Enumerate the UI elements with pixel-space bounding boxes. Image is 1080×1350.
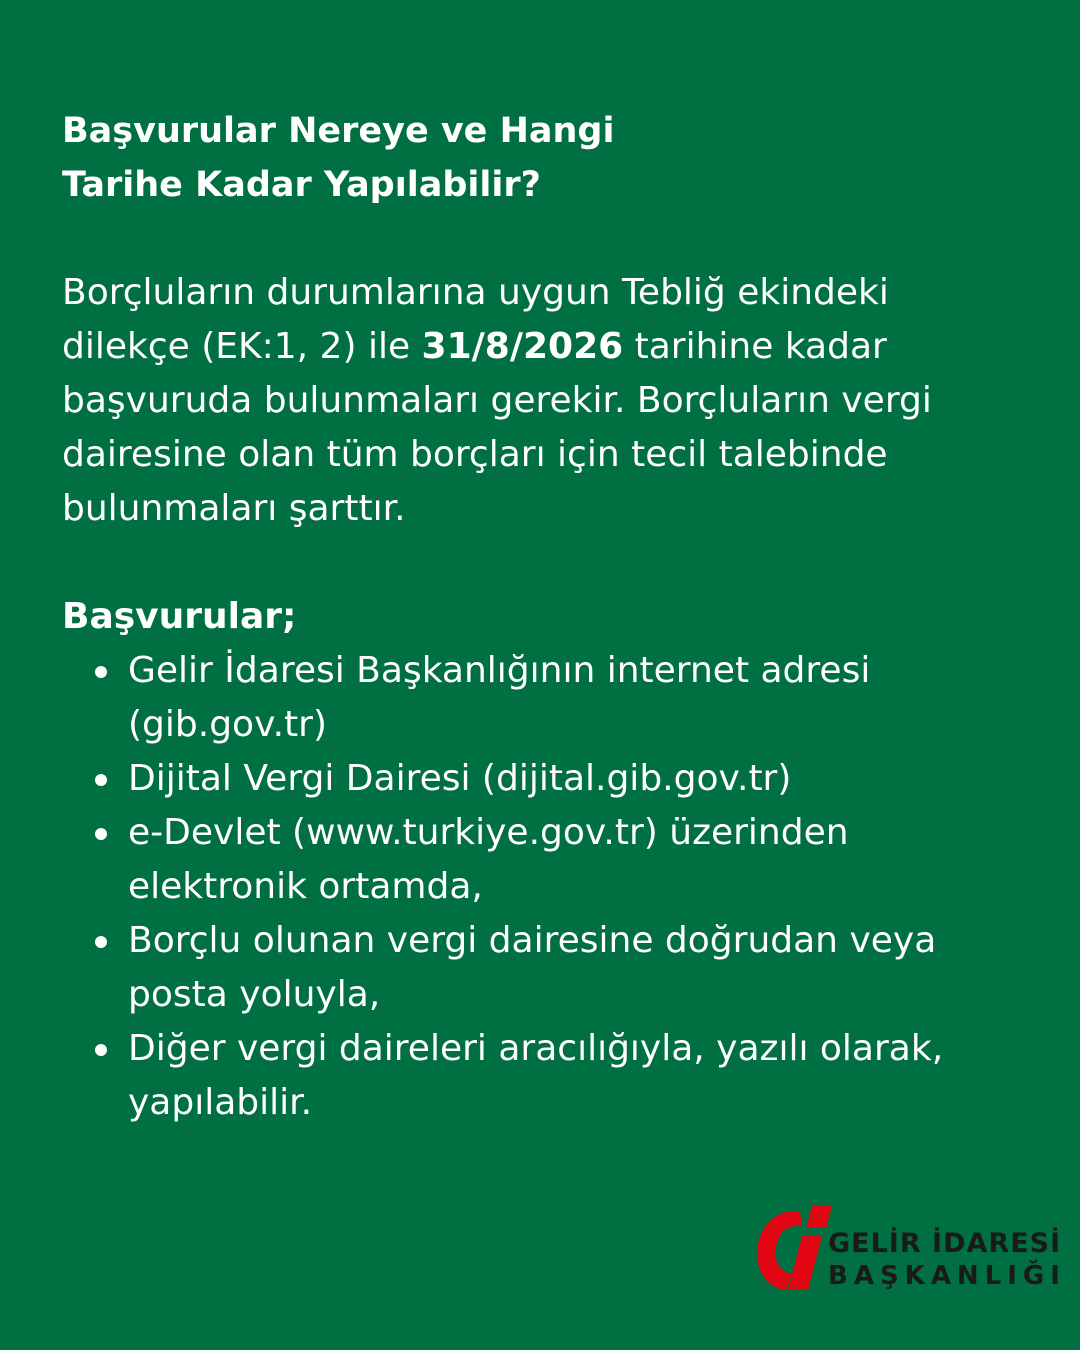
logo-text [828, 1228, 1066, 1292]
paragraph-text-end: tarihine kadar başvuruda bulunmaları gerekir. Borçluların vergi dairesine olan tüm borçları için tecil talebinde bulunmaları şarttır. [62, 326, 932, 529]
gib-logo-icon [752, 1200, 834, 1292]
bullet-icon [95, 774, 107, 786]
list-item-text: Dijital Vergi Dairesi (dijital.gib.gov.tr) [128, 758, 792, 799]
main-content [62, 104, 1022, 1130]
list-item [62, 806, 1022, 914]
title-line-2: Tarihe Kadar Yapılabilir? [62, 165, 541, 205]
page-title [62, 104, 1022, 212]
gib-logo [752, 1200, 1066, 1296]
list-item-text: e-Devlet (www.turkiye.gov.tr) üzerinden elektronik ortamda, [128, 812, 849, 907]
body-paragraph [62, 266, 1022, 536]
paragraph-text-start: Borçluların durumlarına uygun Tebliğ ekindeki dilekçe (EK:1, 2) ile [62, 272, 889, 367]
list-item-text: Diğer vergi daireleri aracılığıyla, yazılı olarak, yapılabilir. [128, 1028, 944, 1123]
applications-heading: Başvurular; [62, 596, 297, 637]
deadline-date: 31/8/2026 [421, 326, 624, 367]
bullet-icon [95, 936, 107, 948]
list-item-text: Gelir İdaresi Başkanlığının internet adresi (gib.gov.tr) [128, 650, 871, 745]
bullet-icon [95, 666, 107, 678]
list-item [62, 1022, 1022, 1130]
title-line-1: Başvurular Nereye ve Hangi [62, 111, 615, 151]
list-item [62, 752, 1022, 806]
list-item-text: Borçlu olunan vergi dairesine doğrudan veya posta yoluyla, [128, 920, 937, 1015]
bullet-icon [95, 1044, 107, 1056]
list-item [62, 914, 1022, 1022]
logo-text-line-1: GELİR İDARESİ [828, 1228, 1062, 1259]
applications-list [62, 644, 1022, 1130]
list-item [62, 644, 1022, 752]
bullet-icon [95, 828, 107, 840]
logo-text-line-2: BAŞKANLIĞI [828, 1261, 1066, 1291]
